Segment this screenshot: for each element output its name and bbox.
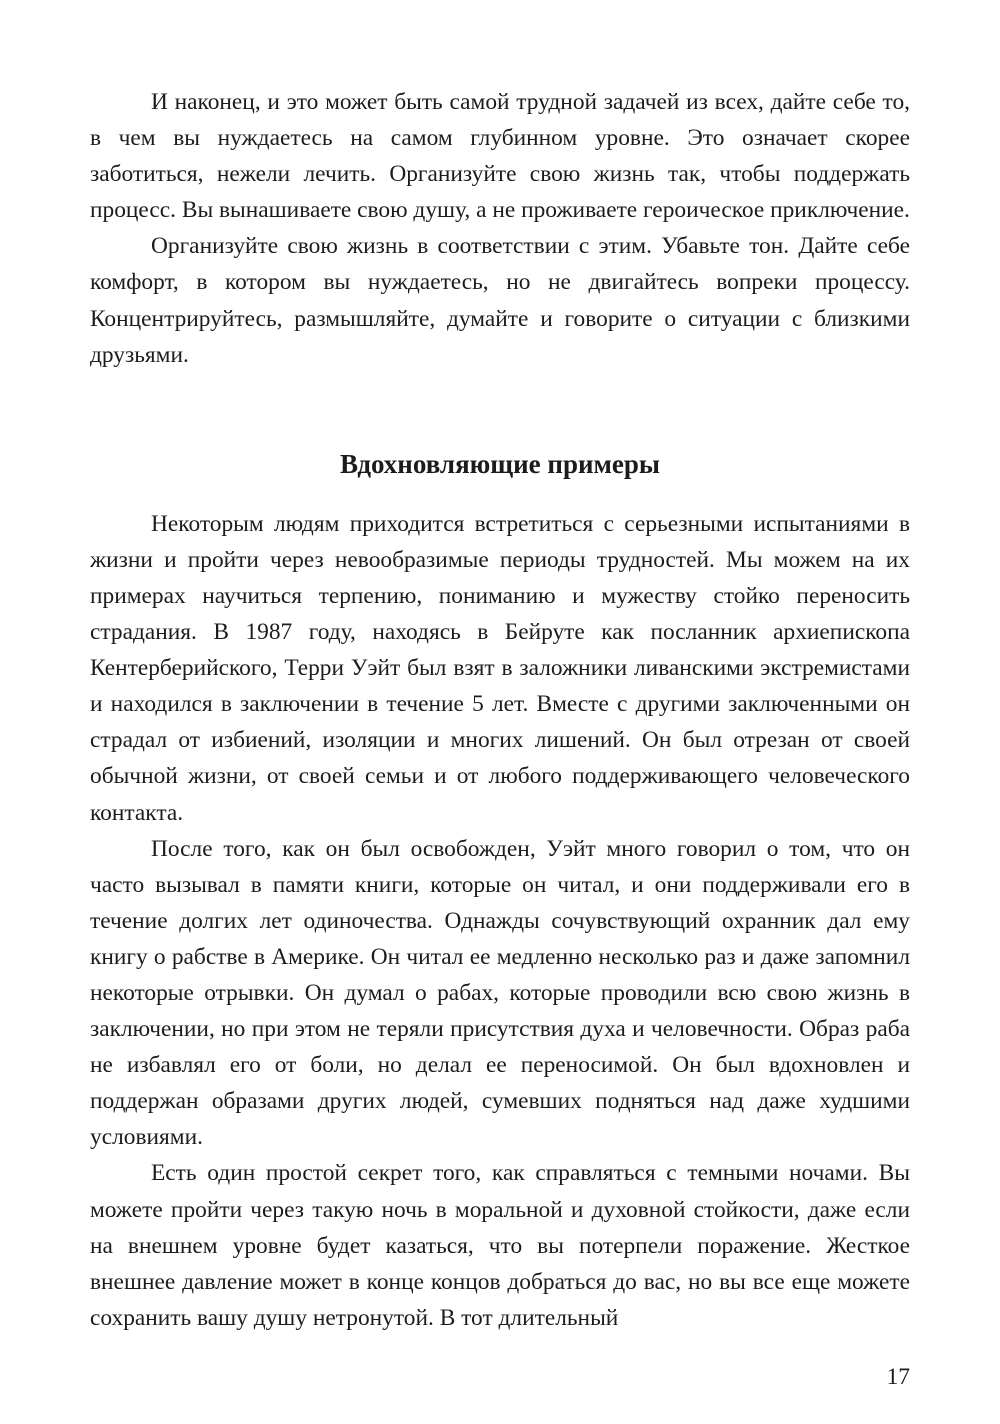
section-heading: Вдохновляющие примеры [339,448,660,479]
heading-spacer [90,482,910,506]
paragraph-after-release: После того, как он был освобожден, Уэйт много говорил о том, что он часто вызывал в памяти книги, которые он читал, и они поддерживали его в течение долгих лет одиночества. Однажды сочувствующий охранник дал ему книгу о рабстве в Америке. Он читал ее медленно несколько раз и даже запомнил некоторые отрывки. Он думал о рабах, которые проводили всю свою жизнь в заключении, но при этом не теряли присутствия духа и человечности. Образ раба не избавлял его от боли, но делал ее переносимой. Он был вдохновлен и поддержан образами других людей, сумевших подняться над даже худшими условиями. [90,835,910,1151]
paragraph-terry-waite-hostage: Некоторым людям приходится встретиться с серьезными испытаниями в жизни и пройти через невообразимые периоды трудностей. Мы можем на их примерах научиться терпению, пониманию и мужеству стойко переносить страдания. В 1987 году, находясь в Бейруте как посланник архиепископа Кентерберийского, Терри Уэйт был взят в заложники ливанскими экстремистами и находился в заключении в течение 5 лет. Вместе с другими заключенными он страдал от избиений, изоляции и многих лишений. Он был отрезан от своей обычной жизни, от своей семьи и от любого поддерживающего человеческого контакта. [90,510,910,826]
page-number: 17 [886,1364,910,1390]
section-spacer [90,373,910,446]
book-page [90,84,910,1336]
paragraph-self-care: И наконец, и это может быть самой трудной задачей из всех, дайте себе то, в чем вы нуждаетесь на самом глубинном уровне. Это означает скорее заботиться, нежели лечить. Организуйте свою жизнь так, чтобы поддержать процесс. Вы вынашиваете свою душу, а не проживаете героическое приключение. [90,89,910,224]
paragraph-dark-nights-secret: Есть один простой секрет того, как справляться с темными ночами. Вы можете пройти через такую ночь в моральной и духовной стойкости, даже если на внешнем уровне будет казаться, что вы потерпели поражение. Жесткое внешнее давление может в конце концов добраться до вас, но вы все еще можете сохранить вашу душу нетронутой. В тот длительный [90,1160,910,1331]
paragraph-organize-life: Организуйте свою жизнь в соответствии с этим. Убавьте тон. Дайте себе комфорт, в котором вы нуждаетесь, но не двигайтесь вопреки процессу. Концентрируйтесь, размышляйте, думайте и говорите о ситуации с близкими друзьями. [90,233,910,368]
